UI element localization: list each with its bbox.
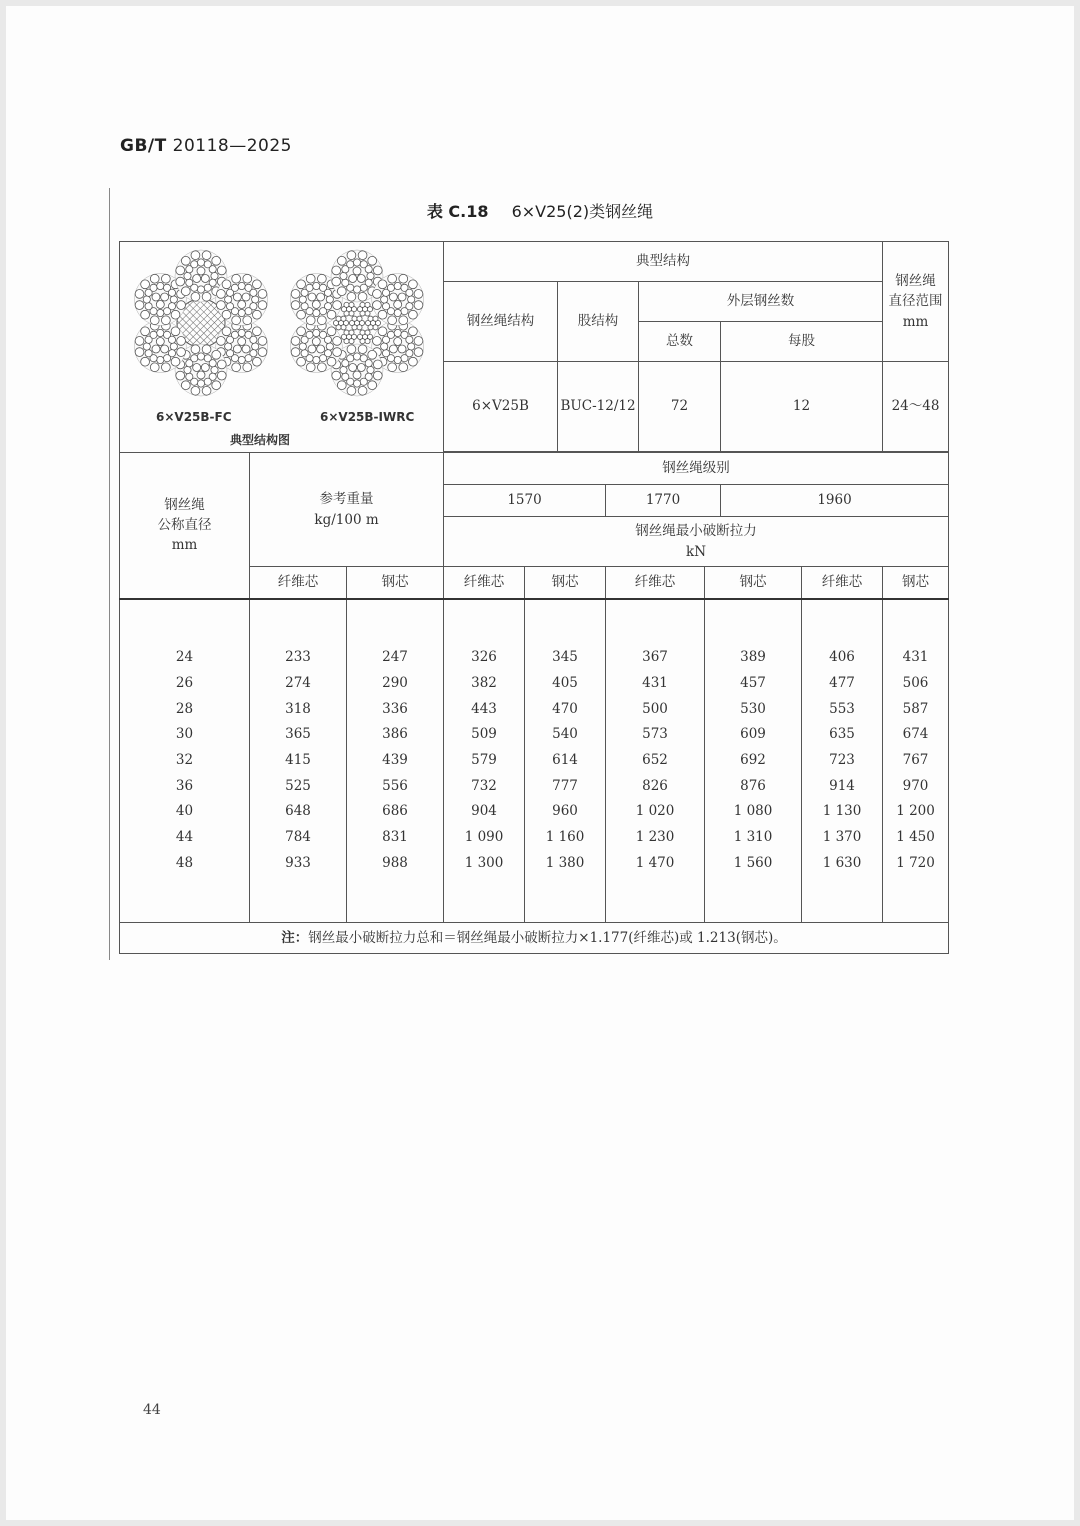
col-1960-steel-cell: 431 — [902, 649, 929, 666]
col-1570-fiber-cell: 443 — [471, 700, 497, 717]
col-weight-fiber-cell: 648 — [285, 803, 311, 820]
structure-group-header: 典型结构 — [444, 242, 883, 282]
col-1570-steel-cell: 540 — [552, 726, 578, 743]
col-1770-fiber-cell: 500 — [642, 700, 668, 717]
range-header-unit: mm — [902, 313, 929, 330]
col-1960-steel-cell: 674 — [902, 726, 929, 743]
col-1770-fiber-cell: 826 — [642, 777, 668, 794]
col-1960-fiber-cell: 406 — [829, 649, 855, 666]
col-1770-steel-cell: 1 560 — [733, 854, 773, 871]
col-1960-fiber-cell: 723 — [829, 751, 855, 768]
label-fc: 6×V25B-FC — [156, 410, 232, 424]
col-1570-steel-cell: 777 — [552, 777, 578, 794]
col-1770-fiber-cell: 431 — [642, 674, 668, 691]
diameter-range-value: 24～48 — [883, 362, 949, 452]
col-1570-fiber-cell: 382 — [471, 674, 497, 691]
col-1570-fiber-cell: 509 — [471, 726, 497, 743]
diameter-header-line2: 公称直径 — [157, 517, 212, 534]
col-1770-fiber-cell: 652 — [642, 751, 668, 768]
table-title: 6×V25(2)类钢丝绳 — [511, 202, 654, 221]
note-text: 钢丝最小破断拉力总和＝钢丝绳最小破断拉力×1.177(纤维芯)或 1.213(钢芯)。 — [308, 929, 787, 946]
col-1570-steel-cell: 1 380 — [545, 854, 585, 871]
diameter-range-header — [883, 242, 949, 362]
col-1770-steel-cell: 1 310 — [733, 828, 773, 845]
col-1570-steel-cell: 614 — [552, 751, 578, 768]
grade-1770: 1770 — [606, 485, 721, 517]
col-1570-steel-cell: 1 160 — [545, 828, 585, 845]
col-1770-steel-cell: 530 — [740, 700, 766, 717]
col-1960-fiber-cell: 914 — [829, 777, 855, 794]
col-1960-fiber — [802, 599, 883, 923]
label-iwrc: 6×V25B-IWRC — [320, 410, 415, 424]
diameter-header-unit: mm — [171, 537, 198, 554]
col-1770-fiber-cell: 1 020 — [635, 803, 675, 820]
col-weight-steel-cell: 290 — [382, 674, 408, 691]
col-weight-steel-cell: 247 — [382, 649, 408, 666]
col-1570-steel-cell: 960 — [552, 803, 578, 820]
col-1960-steel-cell: 767 — [902, 751, 929, 768]
col-1960-steel-cell: 970 — [902, 777, 929, 794]
col-1960-fiber-cell: 1 630 — [822, 854, 862, 871]
g1570-steel-core-header: 钢芯 — [525, 567, 606, 599]
col-1960-steel-cell: 1 720 — [896, 854, 935, 871]
total-header: 总数 — [639, 322, 721, 362]
col-weight-fiber-cell: 933 — [285, 854, 311, 871]
rope-structure-header: 钢丝绳结构 — [444, 282, 558, 362]
col-1770-steel-cell: 1 080 — [733, 803, 773, 820]
margin-line — [109, 188, 110, 960]
col-weight-steel-cell: 686 — [382, 803, 408, 820]
rope-cross-section-fc-icon — [126, 248, 276, 398]
col-weight-fiber-cell: 365 — [285, 726, 311, 743]
strand-structure-header: 股结构 — [558, 282, 639, 362]
force-header-unit: kN — [686, 543, 707, 560]
col-diameter-cell: 30 — [175, 726, 194, 743]
nominal-diameter-header — [120, 453, 250, 599]
standard-prefix: GB/T — [120, 136, 167, 156]
col-1770-steel-cell: 457 — [740, 674, 766, 691]
col-1960-fiber-cell: 635 — [829, 726, 855, 743]
g1570-fiber-core-header: 纤维芯 — [444, 567, 525, 599]
table-note — [120, 923, 949, 954]
table-number: 表 C.18 — [426, 202, 489, 221]
rope-cross-section-iwrc-icon — [282, 248, 432, 398]
col-1770-steel-cell: 876 — [740, 777, 766, 794]
col-weight-steel — [347, 599, 444, 923]
col-diameter-cell: 40 — [175, 803, 194, 820]
col-1570-fiber-cell: 579 — [471, 751, 497, 768]
col-1770-fiber — [606, 599, 705, 923]
force-header-line1: 钢丝绳最小破断拉力 — [635, 523, 757, 540]
col-1770-steel-cell: 609 — [740, 726, 766, 743]
diameter-header-line1: 钢丝绳 — [164, 496, 205, 513]
col-1960-fiber-cell: 1 130 — [822, 803, 862, 820]
col-weight-fiber-cell: 525 — [285, 777, 311, 794]
grade-1570: 1570 — [444, 485, 606, 517]
col-1570-fiber-cell: 732 — [471, 777, 497, 794]
col-1770-steel — [705, 599, 802, 923]
data-body-row — [120, 599, 949, 923]
col-weight-fiber-cell: 274 — [285, 674, 311, 691]
page-number: 44 — [143, 1402, 161, 1418]
col-1960-fiber-cell: 553 — [829, 700, 855, 717]
col-1960-steel — [883, 599, 949, 923]
reference-weight-header — [250, 453, 444, 567]
col-1570-fiber-cell: 904 — [471, 803, 497, 820]
typical-structure-illustration — [120, 242, 444, 453]
col-1570-steel-cell: 470 — [552, 700, 578, 717]
col-weight-fiber-cell: 784 — [285, 828, 311, 845]
col-1770-fiber-cell: 367 — [642, 649, 668, 666]
col-1770-fiber-cell: 1 230 — [635, 828, 675, 845]
grade-header: 钢丝绳级别 — [444, 453, 949, 485]
col-weight-steel-cell: 336 — [382, 700, 408, 717]
per-strand-value: 12 — [721, 362, 883, 452]
strand-structure-value: BUC-12/12 — [558, 362, 639, 452]
col-1570-steel — [525, 599, 606, 923]
col-diameter-cell: 44 — [175, 828, 194, 845]
g1770-fiber-core-header: 纤维芯 — [606, 567, 705, 599]
grade-1960: 1960 — [721, 485, 949, 517]
col-weight-steel-cell: 988 — [382, 854, 408, 871]
g1770-steel-core-header: 钢芯 — [705, 567, 802, 599]
col-1960-steel-cell: 1 450 — [896, 828, 935, 845]
table-caption — [0, 199, 1080, 222]
col-1960-steel-cell: 587 — [902, 700, 929, 717]
col-1570-fiber-cell: 1 300 — [464, 854, 504, 871]
col-1960-steel-cell: 506 — [902, 674, 929, 691]
rope-structure-value: 6×V25B — [444, 362, 558, 452]
illustration-caption: 典型结构图 — [229, 433, 290, 447]
col-1960-steel-cell: 1 200 — [896, 803, 935, 820]
col-1570-fiber-cell: 326 — [471, 649, 497, 666]
range-header-line2: 直径范围 — [888, 293, 943, 310]
weight-fiber-core-header: 纤维芯 — [250, 567, 347, 599]
col-diameter-cell: 48 — [175, 854, 194, 871]
col-1570-steel-cell: 345 — [552, 649, 578, 666]
col-diameter-cell: 28 — [175, 700, 194, 717]
range-header-line1: 钢丝绳 — [895, 273, 936, 290]
note-prefix: 注： — [281, 929, 309, 946]
col-diameter-cell: 36 — [175, 777, 194, 794]
col-diameter-cell: 26 — [175, 674, 194, 691]
col-1770-steel-cell: 692 — [740, 751, 766, 768]
standard-number: 20118—2025 — [172, 136, 292, 156]
col-1570-fiber-cell: 1 090 — [464, 828, 504, 845]
col-1770-fiber-cell: 1 470 — [635, 854, 675, 871]
col-diameter-cell: 24 — [175, 649, 194, 666]
col-weight-steel-cell: 556 — [382, 777, 408, 794]
col-1770-fiber-cell: 573 — [642, 726, 668, 743]
per-strand-header: 每股 — [721, 322, 883, 362]
col-1960-fiber-cell: 477 — [829, 674, 855, 691]
col-1960-fiber-cell: 1 370 — [822, 828, 862, 845]
col-1570-steel-cell: 405 — [552, 674, 578, 691]
col-weight-fiber-cell: 415 — [285, 751, 311, 768]
col-weight-fiber-cell: 318 — [285, 700, 311, 717]
col-diameter-cell: 32 — [175, 751, 194, 768]
outer-wires-header: 外层钢丝数 — [639, 282, 883, 322]
weight-steel-core-header: 钢芯 — [347, 567, 444, 599]
col-weight-fiber — [250, 599, 347, 923]
total-value: 72 — [639, 362, 721, 452]
weight-header-unit: kg/100 m — [314, 511, 379, 528]
col-weight-fiber-cell: 233 — [285, 649, 311, 666]
col-weight-steel-cell: 831 — [382, 828, 408, 845]
standard-header — [120, 136, 292, 156]
col-diameter — [120, 599, 250, 923]
col-1770-steel-cell: 389 — [740, 649, 766, 666]
min-breaking-force-header — [444, 517, 949, 567]
wire-rope-table — [119, 241, 949, 954]
g1960-steel-core-header: 钢芯 — [883, 567, 949, 599]
col-1570-fiber — [444, 599, 525, 923]
col-weight-steel-cell: 439 — [382, 751, 408, 768]
weight-header-line1: 参考重量 — [319, 491, 374, 508]
col-weight-steel-cell: 386 — [382, 726, 408, 743]
g1960-fiber-core-header: 纤维芯 — [802, 567, 883, 599]
